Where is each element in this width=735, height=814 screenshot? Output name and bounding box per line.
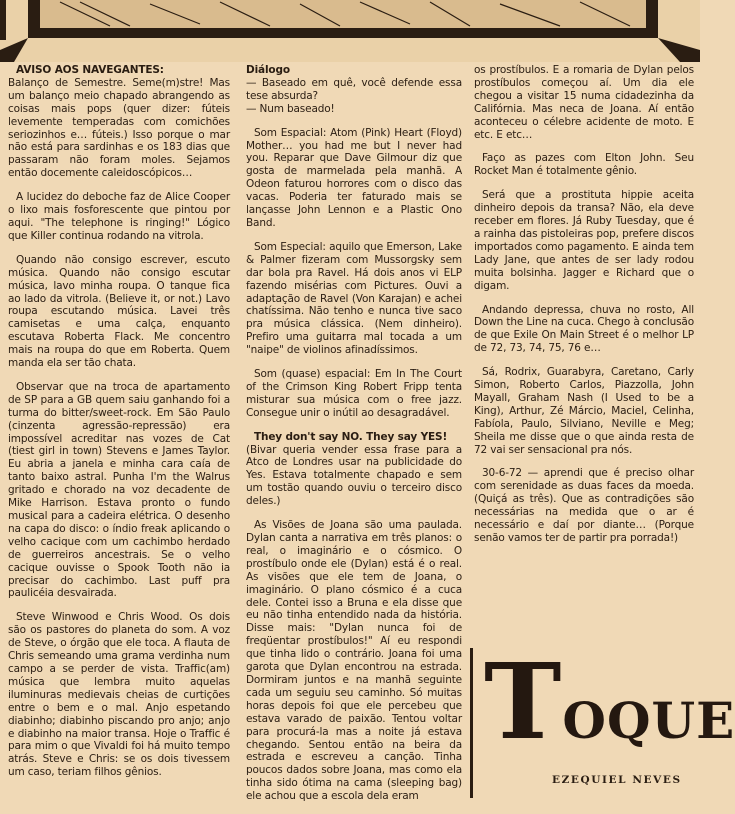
column-2 [246, 64, 462, 814]
paragraph: Será que a prostituta hippie aceita dinheiro depois da transa? Não, ela deve receber em flores. Já Ruby Tuesday, que é a rainha das pistoleiras pop, prefere discos importados como pagamento. E ainda tem Lady Jane, que antes de ser lady rodou muita bolsinha. Jagger e Richard que o digam. [474, 189, 694, 292]
paragraph: As Visões de Joana são uma paulada. Dylan canta a narrativa em três planos: o real, o imaginário e o cósmico. O prostíbulo onde ele (Dylan) está é o real. As visões que ele tem de Joana, o imaginário. O plano cósmico é a cuca dele. Contei isso a Bruna e ela disse que eu não tinha entendido nada da história. Disse mais: "Dylan nunca foi de freqüentar prostíbulos!" Aí eu respondi que tinha lido o contrário. Joana foi uma garota que Dylan encontrou na estrada. Dormiram juntos e na manhã seguinte cada um seguiu seu caminho. Só muitas horas depois foi que ele percebeu que estava varado de paixão. Tentou voltar para procurá-la mas a noite já estava chegando. Sentou então na beira da estrada e escreveu a canção. Tinha poucos dados sobre Joana, mas como ela tinha sido ótima na cama (sleeping bag) ele achou que a escola dela eram [246, 519, 462, 803]
paragraph: Som Espacial: Atom (Pink) Heart (Floyd) Mother… you had me but I never had you. Reparar que Dave Gilmour diz que gosta de marmelada pela manhã. A Odeon faturou horrores com o disco das vacas. Poderia ter faturado mais se lançasse John Lennon e a Plastic Ono Band. [246, 126, 462, 229]
paragraph: Faço as pazes com Elton John. Seu Rocket Man é totalmente gênio. [474, 152, 694, 178]
column-3 [474, 64, 694, 556]
author-byline: EZEQUIEL NEVES [552, 774, 682, 786]
paragraph: (Bivar queria vender essa frase para a Atco de Londres usar na publicidade do Yes. Estava totalmente chapado e sem um tostão quando ouviu o terceiro disco deles.) [246, 443, 462, 508]
paragraph: os prostíbulos. E a romaria de Dylan pelos prostíbulos começou aí. Um dia ele chegou a visitar 15 numa cidadezinha da Califórnia. Mas neca de Joana. Aí então aconteceu o célebre acidente de moto. E etc. E etc… [474, 64, 694, 141]
section-heading: They don't say NO. They say YES! [254, 430, 448, 443]
paragraph: Observar que na troca de apartamento de SP para a GB quem saiu ganhando foi a turma do bitter/sweet-rock. Em São Paulo (cinzenta agressão-repressão) era impossível acreditar nas vozes de Cat (tiest girl in town) Stevens e James Taylor. Eu abria a janela e minha cara caía de tanto baixo astral. Punha I'm the Walrus gritado e chorado na voz decadente de Mike Harrison. Estava pronto o fundo musical para a cadeira elétrica. O desenho na capa do disco: o índio freak aplicando o velho cacique com um cachimbo herdado de guerreiros ancestrais. Se o velho cacique ouvisse o Spook Tooth não ia precisar do cachimbo. Last puff pra paulicéia desvairada. [8, 380, 230, 600]
masthead-rest: OQUE [562, 691, 735, 750]
paragraph: Steve Winwood e Chris Wood. Os dois são os pastores do planeta do som. A voz de Steve, o órgão que ele toca. A flauta de Chris semeando uma grama verdinha num campo a se perder de vista. Traffic(am) música que lembra muito aquelas iluminuras medievais cheias de curtições entre o bem e o mal. Anjo espetando diabinho; diabinho piscando pro anjo; anjo e diabinho na maior transa. Hoje o Traffic é para mim o que Vivaldi foi há muito tempo atrás. Steve e Chris: se os dois tivessem um caso, teriam filhos gênios. [8, 611, 230, 779]
paragraph: 30-6-72 — aprendi que é preciso olhar com serenidade as duas faces da moeda. (Quiçá as três). Que as contradições são necessárias na medida que o ar é necessário e daí por diante… (Porque senão vamos ter de partir pra porrada!) [474, 467, 694, 544]
paragraph: Som Especial: aquilo que Emerson, Lake & Palmer fizeram com Mussorgsky sem dar bola pra Ravel. Há dois anos vi ELP fazendo misérias com Pictures. Ouvi a adaptação de Ravel (Von Karajan) e achei chatíssima. Não tenho e nunca tive saco pra música clássica. (Nem dinheiro). Prefiro uma guitarra mal tocada a um "naipe" de violinos afinadíssimos. [246, 240, 462, 357]
header-illustration [0, 0, 700, 62]
dialogue-line: — Baseado em quê, você defende essa tese absurda? [246, 76, 462, 102]
masthead-initial: T [484, 640, 563, 763]
section-heading: Diálogo [246, 64, 290, 76]
paragraph: Balanço de Semestre. Seme(m)stre! Mas um balanço meio chapado abrangendo as coisas mais pops (quer dizer: fúteis levemente temperadas com comichões seriozinhos e… fúteis.) Isso porque o mar não está para sardinhas e os 183 dias que passaram não foram moles. Sejamos então docemente caleidoscópicos… [8, 76, 230, 180]
paragraph: Sá, Rodrix, Guarabyra, Caretano, Carly Simon, Roberto Carlos, Piazzolla, John Mayall, Graham Nash (I Used to be a King), Arthur, Zé Márcio, Maciel, Celinha, Fabíola, Paulo, Silviano, Neville e Meg; Sheila me disse que o que ainda resta de 72 vai ser sensacional pra nós. [474, 366, 694, 456]
section-heading: AVISO AOS NAVEGANTES: [16, 64, 164, 76]
paragraph: Som (quase) espacial: Em In The Court of the Crimson King Robert Fripp tenta misturar sua música com o free jazz. Consegue unir o inútil ao desagradável. [246, 368, 462, 419]
paragraph: Quando não consigo escrever, escuto música. Quando não consigo escutar música, lavo minha roupa. O tanque fica ao lado da vitrola. (Believe it, or not.) Lavo roupa escutando música. Lavei três camisetas e uma calça, enquanto escutava Roberta Flack. Me concentro mais na roupa do que em Roberta. Quem manda ela ser tão chata. [8, 253, 230, 370]
masthead-title [484, 640, 735, 763]
column-1 [8, 64, 230, 790]
paragraph: Andando depressa, chuva no rosto, All Down the Line na cuca. Chego à conclusão de que Exile On Main Street é o melhor LP de 72, 73, 74, 75, 76 e… [474, 303, 694, 355]
dialogue-line: — Num baseado! [246, 102, 335, 115]
paragraph: A lucidez do deboche faz de Alice Cooper o lixo mais fosforescente que pintou por aqui. "The telephone is ringing!" Lógico que Killer continua rodando na vitrola. [8, 191, 230, 242]
